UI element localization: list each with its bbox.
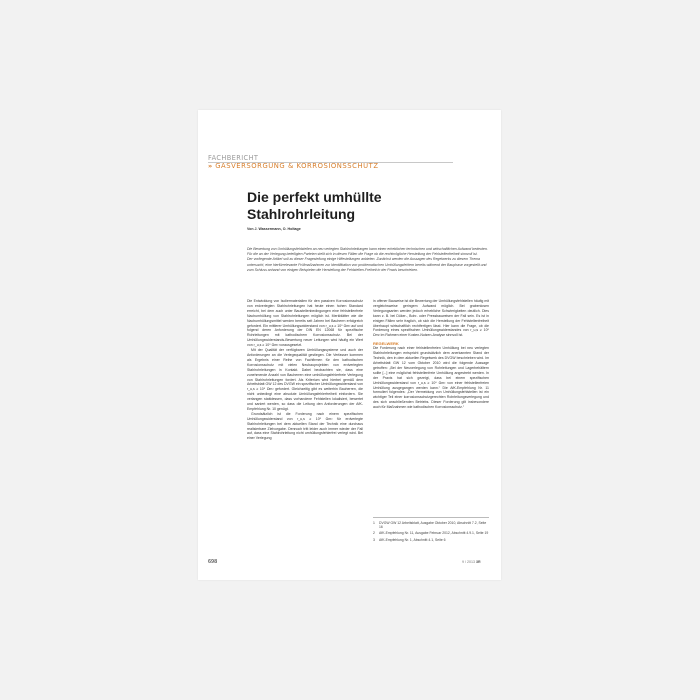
body-paragraph: Die Entwicklung von Isoliermaterialien für den passiven Korrosionsschutz von erdverlegten Stahlrohrleitungen hat heute einen hohen Standard erreicht, bei dem auch unter Baustellenbedingungen eine fehlstellenfreie Nachumhüllung von Stahlrohrleitungen möglich ist. Merkblätter wie die Nachumhüllungsmittel werden bereits seit Jahren bei Bauherrn erfolgreich gefordert. Ein mittlerer Umhüllungswiderstand von r_u,s ≥ 10⁸ Ωm² auf und folgend deren Anforderung der DIN EN 12068 für spezifische Rohrleitungen mit kathodischem Korrosionsschutz. Bei der Umhüllungswiderstands-Bewertung neuer Leitungen wird häufig ein Wert von r_u,s ≥ 10⁸ Ωm² vorausgesetzt. — [247, 299, 363, 348]
footnote-number: 3 — [373, 537, 375, 542]
article-page — [198, 110, 501, 580]
article-byline: Von J. Wassermann, O. Holtage — [247, 227, 301, 231]
journal-issue: 9 / 2013 — [462, 560, 475, 564]
body-paragraph: in offener Bauweise ist die Bewertung der Umhüllungsfehlstellen häufig mit vergleichsweise geringem Aufwand möglich. Bei grabenlosen Verlegungsarten werden jedoch erhebliche Schwierigkeiten deutlich. Dies kann z. B. bei Düker-, Bohr- oder Pressbauweisen der Fall sein. Es ist in einigen Fällen sehr fraglich, ob sich die Herstellung der Fehlstellenfreiheit überhaupt wirtschaftlich rechtfertigen lässt. Hier kann die Frage, ob die Forderung eines spezifischen Umhüllungswiderstandes von r_u,s ≥ 10⁸ Ωm² im Rahmen einer Kosten-Nutzen-Analyse sinnvoll ist. — [373, 299, 489, 338]
footnote-number: 1 — [373, 520, 375, 525]
right-column — [373, 299, 489, 410]
abstract-paragraph: Der vorliegende Artikel soll zu dieser Fragestellung einige Hilfestellungen anbieten. Zunächst werden die Aussagen des Regelwerks zu diesem Thema untersucht, eine hierfürrelevante Prüfmaßnahmen zur Identifikation von problematischen Umhüllungsfehlern bereits während der Bauphase vorgestellt und zum Schluss anhand von einigen Beispielen die Herstellung der Fehlstellen-Freiheit in der Praxis beschrieben. — [247, 257, 487, 272]
section-heading: REGELWERK — [373, 341, 399, 347]
footnote-text: AfK-Empfehlung Nr. 11, Ausgabe Februar 2012, Abschnitt 4.9.1, Seite 19 — [379, 531, 489, 536]
abstract-paragraph: Die Bewertung von Umhüllungsfehlstellen an neu verlegten Stahlrohrleitungen kann einen erheblichen technischen und wirtschaftlichen Aufwand bedeuten. Für die an der Verlegung beteiligten Parteien stellt sich in diesen Fällen die Frage ob die rechtmögliche Herstellung der Fehlstellenfreiheit sinnvoll ist. — [247, 247, 488, 257]
footnote-divider — [373, 517, 489, 518]
body-paragraph: Grundsätzlich ist die Forderung nach einem spezifischen Umhüllungswiderstand von r_u,s ≥ 10⁸ Ωm² für erdverlegte Stahlrohrleitungen bei dem aktuellen Stand der Technik eine durchaus realisierbare Zielvorgabe. Dennoch tritt leider auch immer wieder der Fall auf, dass eine Stahlrohrleitung nicht umhüllungsfehlerfrei verlegt wird. Bei einer Verlegung — [247, 411, 363, 441]
footnote — [373, 531, 489, 535]
chevron-right-icon: » — [208, 162, 213, 170]
footnote-number: 2 — [373, 531, 375, 536]
article-title — [247, 189, 467, 223]
footnote-text: AfK-Empfehlung Nr. 1, Abschnitt 4.1, Seite 6 — [379, 537, 446, 542]
footnote — [373, 538, 489, 542]
title-line-1: Die perfekt umhüllte — [247, 189, 382, 205]
rubric-divider — [208, 162, 453, 163]
footnote — [373, 521, 489, 530]
left-column — [247, 299, 363, 441]
body-paragraph: Mit der Qualität der verfügbaren Umhüllungssysteme und auch der Anforderungen an die Verlegequalität gestiegen. Die Verfasser kommen als Ergebnis einer Reihe von Fachfirmen für den kathodischen Korrosionsschutz mit vielen Neubauprojekten von erdverlegten Stahlrohrleitungen in Kontakt. Dabei beobachten sie, dass eine zunehmende Anzahl von Bauherren eine umhüllungsfehlerfreie Verlegung von Stahlrohrleitungen fordert. Als Kriterium wird hierbei gemäß dem Arbeitsblatt GW 12 des DVGW ein spezifischer Umhüllungswiderstand von r_u,s ≥ 10⁸ Ωm² gefordert. Gleichzeitig gibt es weiterhin Bauherren, die nicht unbedingt eine absolute Umhüllungsfehlerfreiheit einfordern. Sie verlangen stattdessen, dass vorhandene Fehlstellen lokalisiert, bewertet und saniert werden, so dass die Leitung den Anforderungen der AfK-Empfehlung Nr. 10 genügt. — [247, 348, 363, 411]
page-number: 698 — [208, 559, 218, 565]
section-rubric — [208, 154, 428, 171]
footnotes — [373, 517, 489, 544]
journal-footer — [462, 560, 481, 564]
rubric-category: FACHBERICHT — [208, 154, 259, 162]
article-abstract — [247, 247, 489, 273]
footnote-text: DVGW GW 12 Arbeitsblatt, Ausgabe Oktober 2010, Abschnitt 7.2, Seite 16 — [379, 520, 487, 529]
rubric-topic: GASVERSORGUNG & KORROSIONSSCHUTZ — [215, 162, 379, 170]
body-paragraph: Die Forderung nach einer fehlstellenfreien Umhüllung bei neu verlegten Stahlrohrleitungen entspricht grundsätzlich dem anerkannten Stand der Technik, den in dem aktuellen Regelwerk des DVGW beschrieben wird. Im Arbeitsblatt GW 12 vom Oktober 2010 wird die folgende Aussage getroffen: „Bei der Neuverlegung von Rohrleitungen und Lagerbehältern sollte [...] eine möglichst fehlstellenfreie Umhüllung angestrebt werden. In der Praxis hat sich gezeigt, dass bei einem spezifischen Umhüllungswiderstand von r_u,s ≥ 10⁸ Ωm² von einer fehlstellenfreien Umhüllung ausgegangen werden kann.“ Die AfK-Empfehlung Nr. 11 formuliert folgendes: „Der Vermeidung von Umhüllungsfehlstellen ist ein wichtiger Teil einer korrosionsschutzgerechten Rohrleitungsverlegung und des sich anschließenden Betriebs. Dieser Forderung gilt insbesondere auch für Maßnahmen wie kathodischen Korrosionsschutz.“ — [373, 346, 489, 410]
title-line-2: Stahlrohrleitung — [247, 206, 356, 222]
journal-abbr: 3R — [476, 560, 481, 564]
